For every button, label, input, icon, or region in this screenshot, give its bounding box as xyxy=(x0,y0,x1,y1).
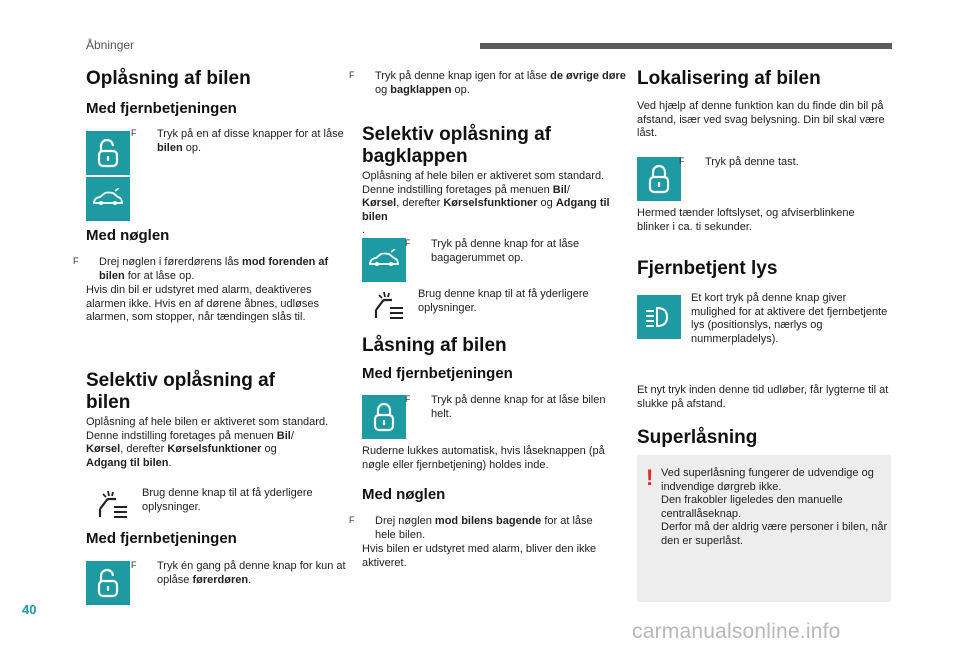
title-selective-unlocking: Selektiv oplåsning af bilen xyxy=(86,370,275,413)
header-bar xyxy=(480,43,892,49)
title-remote-lights: Fjernbetjent lys xyxy=(637,258,778,279)
driver-door-unlock-text: F Tryk én gang på denne knap for kun at oplåse førerdøren. xyxy=(131,560,346,586)
watermark: carmanualsonline.info xyxy=(632,620,841,643)
heading-lock-key: Med nøglen xyxy=(362,486,446,503)
superlocking-warning-text: Ved superlåsning fungerer de udvendige og indvendige dørgreb ikke. Den frakobler ligeledes den manuelle centrallåseknap. Derfor må der aldrig være personer i bilen, når den er superlåst. xyxy=(661,467,888,547)
unlock-icon xyxy=(86,131,130,175)
locate-after-text: Hermed tænder loftslyset, og afviserblinkene blinker i ca. ti sekunder. xyxy=(637,207,855,233)
warning-mark: ! xyxy=(646,465,654,490)
tailgate-info-text: Brug denne knap til at få yderligere oplysninger. xyxy=(418,288,589,314)
title-locking: Låsning af bilen xyxy=(362,335,507,356)
car-icon-2 xyxy=(362,238,406,282)
car-icon xyxy=(86,177,130,221)
locate-lock-icon xyxy=(637,157,681,201)
selective-info-text: Brug denne knap til at få yderligere oplysninger. xyxy=(142,487,313,513)
heading-remote: Med fjernbetjeningen xyxy=(86,100,237,117)
heading-key: Med nøglen xyxy=(86,227,170,244)
selective-text: Oplåsning af hele bilen er aktiveret som standard. Denne indstilling foretages på menuen Bil/ Kørsel, derefter Kørselsfunktioner og Adgang til bilen. xyxy=(86,416,329,469)
page-number: 40 xyxy=(22,602,37,617)
lights-after-text: Et nyt tryk inden denne tid udløber, får lygterne til at slukke på afstand. xyxy=(637,384,889,410)
headlight-icon xyxy=(637,295,681,339)
info-hand-icon-2 xyxy=(370,288,406,324)
info-hand-icon xyxy=(94,487,130,523)
title-locate: Lokalisering af bilen xyxy=(637,68,821,89)
title-unlocking: Oplåsning af bilen xyxy=(86,68,251,89)
tailgate-text: Oplåsning af hele bilen er aktiveret som standard. Denne indstilling foretages på menuen Bil/ Kørsel, derefter Kørselsfunktioner og Adgang til bilen . xyxy=(362,170,610,236)
key-unlock-text: Hvis din bil er udstyret med alarm, deaktiveres alarmen ikke. Hvis en af dørene åbnes, udløses alarmen, som stopper, når tændingen slås til. xyxy=(86,284,319,323)
title-superlocking: Superlåsning xyxy=(637,427,758,448)
lights-text: Et kort tryk på denne knap giver mulighed for at aktivere det fjernbetjente lys (positionslys, nærlys og nummerpladelys). xyxy=(691,292,888,345)
tailgate-bullet: F Tryk på denne knap for at låse bagagerummet op. xyxy=(405,238,580,264)
locate-bullet: F Tryk på denne tast. xyxy=(679,156,799,168)
heading-lock-remote: Med fjernbetjeningen xyxy=(362,365,513,382)
other-doors-unlock-text: F Tryk på denne knap igen for at låse de øvrige døre og bagklappen op. xyxy=(349,70,626,96)
locate-text: Ved hjælp af denne funktion kan du finde din bil på afstand, især ved svag belysning. Din bil skal være låst. xyxy=(637,100,885,139)
remote-unlock-text: F Tryk på en af disse knapper for at låse bilen op. xyxy=(131,128,344,154)
lock-remote-bullet: F Tryk på denne knap for at låse bilen helt. xyxy=(405,394,606,420)
lock-key-text: Hvis bilen er udstyret med alarm, bliver den ikke aktiveret. xyxy=(362,543,597,569)
key-unlock-bullet: F Drej nøglen i førerdørens lås mod forenden af bilen for at låse op. xyxy=(73,256,329,282)
lock-key-bullet: F Drej nøglen mod bilens bagende for at låse hele bilen. xyxy=(349,515,593,541)
heading-remote-2: Med fjernbetjeningen xyxy=(86,530,237,547)
unlock-icon-2 xyxy=(86,561,130,605)
lock-remote-text: Ruderne lukkes automatisk, hvis låseknappen (på nøgle eller fjernbetjening) holdes inde. xyxy=(362,445,605,471)
title-tailgate-unlocking: Selektiv oplåsning af bagklappen xyxy=(362,124,551,167)
section-label: Åbninger xyxy=(86,38,135,52)
lock-icon xyxy=(362,395,406,439)
